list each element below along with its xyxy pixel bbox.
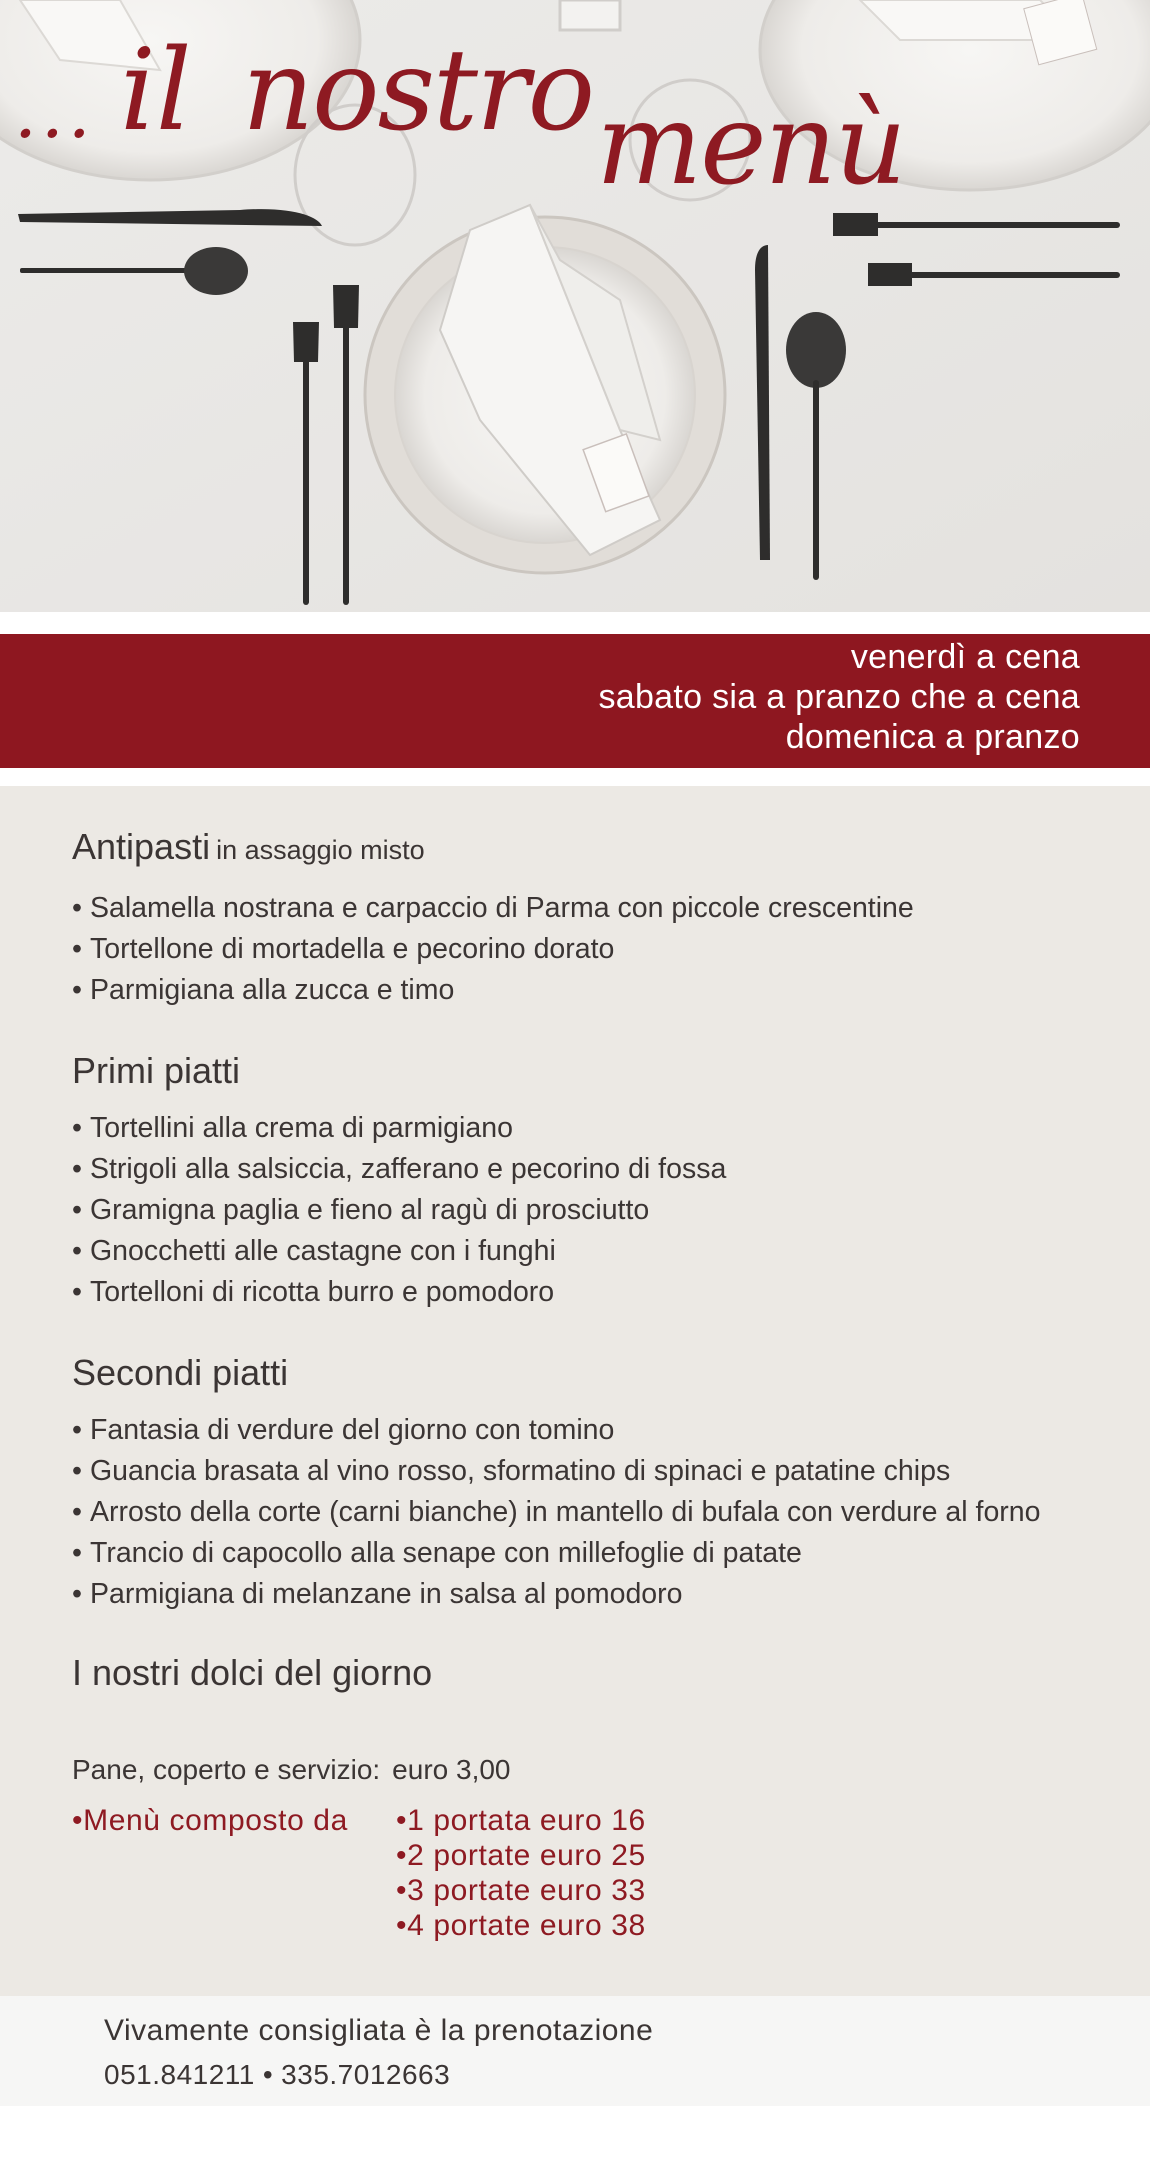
list-item: • Gnocchetti alle castagne con i funghi — [72, 1235, 556, 1268]
combo-price: • 1 portata euro 16 — [396, 1804, 646, 1838]
combo-label: • Menù composto da — [72, 1804, 348, 1838]
footer — [0, 1996, 1150, 2106]
section-title-dolci: I nostri dolci del giorno — [72, 1652, 433, 1693]
phone-1: 051.841211 — [104, 2059, 255, 2090]
phone-separator: • — [262, 2059, 274, 2090]
hero-image — [0, 0, 1150, 612]
section-title-primi: Primi piatti — [72, 1050, 241, 1091]
list-item: • Gramigna paglia e fieno al ragù di prosciutto — [72, 1194, 649, 1227]
title-menu: menù — [596, 80, 905, 210]
title-nostro: nostro — [242, 26, 594, 156]
section-title-text: Antipasti — [72, 826, 211, 867]
list-item: • Tortellone di mortadella e pecorino dorato — [72, 933, 614, 966]
schedule-saturday: sabato sia a pranzo che a cena — [598, 678, 1080, 716]
title-dots: ... — [14, 70, 95, 154]
list-item: • Parmigiana di melanzane in salsa al pomodoro — [72, 1578, 683, 1611]
cover-charge — [72, 1754, 511, 1786]
section-title-secondi: Secondi piatti — [72, 1352, 289, 1393]
title-il: il — [120, 26, 192, 156]
combo-price: • 3 portate euro 33 — [396, 1874, 646, 1908]
phone-2: 335.7012663 — [281, 2059, 451, 2090]
phone-numbers — [104, 2059, 450, 2091]
cover-value: euro 3,00 — [392, 1754, 511, 1785]
schedule-sunday: domenica a pranzo — [785, 718, 1080, 756]
menu-content — [0, 786, 1150, 1996]
list-item: • Strigoli alla salsiccia, zafferano e pecorino di fossa — [72, 1153, 726, 1186]
list-item: • Trancio di capocollo alla senape con millefoglie di patate — [72, 1537, 802, 1570]
list-item: • Salamella nostrana e carpaccio di Parma con piccole crescentine — [72, 892, 914, 925]
list-item: • Arrosto della corte (carni bianche) in mantello di bufala con verdure al forno — [72, 1496, 1041, 1529]
list-item: • Parmigiana alla zucca e timo — [72, 974, 454, 1007]
combo-price: • 4 portate euro 38 — [396, 1909, 646, 1943]
section-title-antipasti — [72, 826, 425, 868]
section-subtitle: in assaggio misto — [216, 835, 425, 865]
reservation-note: Vivamente consigliata è la prenotazione — [104, 2014, 654, 2047]
menu-title — [14, 8, 1134, 218]
list-item: • Tortelloni di ricotta burro e pomodoro — [72, 1276, 554, 1309]
list-item: • Fantasia di verdure del giorno con tomino — [72, 1414, 614, 1447]
list-item: • Tortellini alla crema di parmigiano — [72, 1112, 513, 1145]
combo-price: • 2 portate euro 25 — [396, 1839, 646, 1873]
schedule-friday: venerdì a cena — [850, 638, 1080, 676]
cover-label: Pane, coperto e servizio: — [72, 1754, 381, 1785]
schedule-band — [0, 634, 1150, 768]
list-item: • Guancia brasata al vino rosso, sformatino di spinaci e patatine chips — [72, 1455, 950, 1488]
